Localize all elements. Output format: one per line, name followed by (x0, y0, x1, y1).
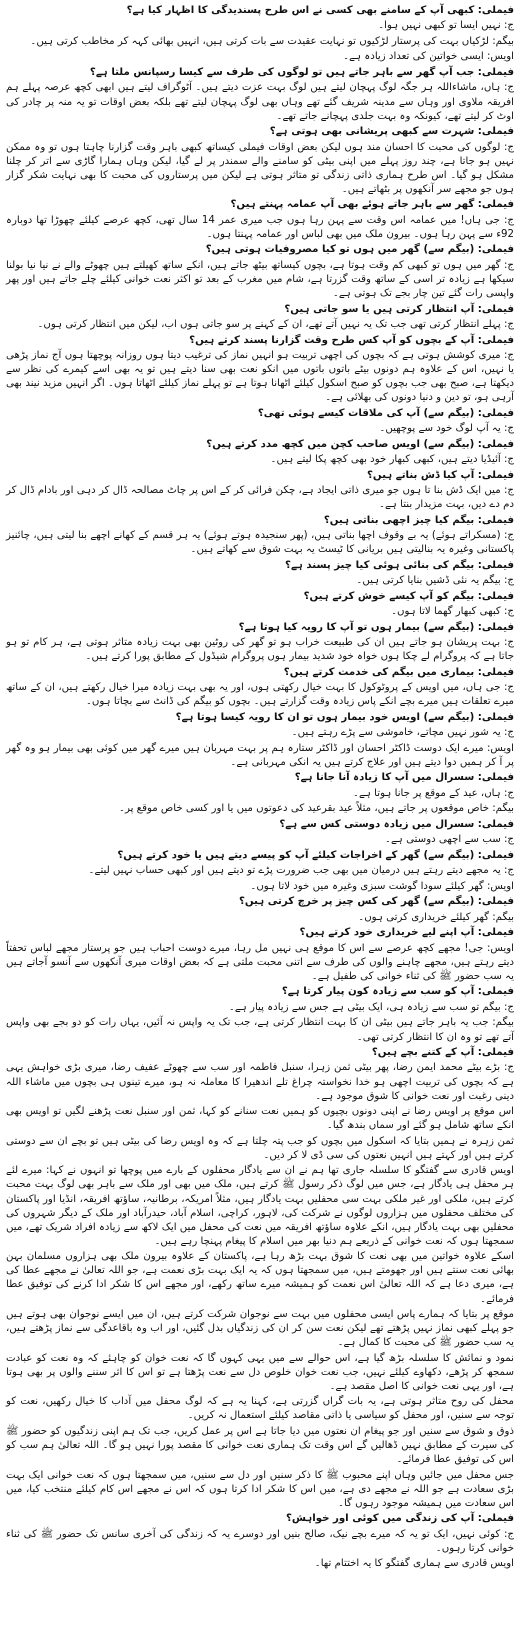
interview-answer: ج: (مسکراتے ہوئے) یہ بے وقوف اچھا بناتی ہیں، (پھر سنجیدہ ہوتے ہوئے) یہ ہر قسم کے کھانے اچھے بنا لیتی ہیں، چائنیز پاکستانی وغیرہ یہ بنالیتی ہیں بریانی کا ٹیسٹ یہ بہت شوق سے کھاتے ہیں۔ (6, 530, 514, 556)
interview-answer: ج: بڑے بیٹے محمد ایمن رضا، پھر بیٹی ثمن زہرا، سنبل فاطمہ اور سب سے چھوٹے عفیف رضا، میری بڑی خواہش یہی ہے کہ بچوں کی تربیت اچھی ہو خدا نخواستہ چراغ تلے اندھیرا کا معاملہ نہ ہو، میرے تینوں ہی بچوں میں ماشاء اللہ دینی رغبت اور نعت خوانی کا شوق موجود ہے۔ (6, 1062, 514, 1102)
interview-question: فیملی: بیگم کو آپ کیسے خوش کرتے ہیں؟ (303, 590, 514, 602)
interview-answer: محفل کی روح متاثر ہوتی ہے، یہ بات گراں گزرتی ہے، کہنا یہ ہے کہ لوگ محفل میں آداب کا خیال رکھیں، نعت کو توجہ سے سنیں، اور محفل کو سیاسی یا ذاتی مقاصد کیلئے استعمال نہ کریں۔ (6, 1396, 514, 1422)
interview-question: فیملی: آپ کے بچوں کو آپ کس طرح وقت گزارنا پسند کرتے ہیں؟ (189, 334, 514, 346)
interview-answer: اویس قادری سے گفتگو کا سلسلہ جاری تھا ہم نے ان سے یادگار محفلوں کے بارے میں پوچھا تو انہوں نے کہا: میرے لئے ہر محفل ہی یادگار ہے، جس میں لوگ ذکر رسول ﷺ کرتے ہیں، ملک میں بھی اور ملک سے باہر بھی لوگ بہت محبت کرتے ہیں، ملکی اور غیر ملکی بہت سی محفلیں بہت یادگار ہیں، مثلاً امریکہ، برطانیہ، ساؤتھ افریقہ، انڈیا اور پاکستان کی مختلف محفلوں میں ہزاروں لوگوں نے شرکت کی، لاہور، کراچی، اسلام آباد، حیدرآباد اور ملک کے دیگر شہروں کی محفلیں بھی بہت یادگار ہیں، انکے علاوہ ساؤتھ افریقہ میں نعت کی محفل میں ایک لاکھ سے زیادہ افراد شریک تھے، میں سمجھتا ہوں کہ نعت خوانی کے ذریعے ہم دنیا بھر میں اسلام کا پیغام پہنچا رہے ہیں۔ (6, 1165, 514, 1247)
interview-answer: بیگم: لڑکیاں بہت کی پرستار لڑکیوں تو نہایت عقیدت سے بات کرتی ہیں، انہیں بھائی کہہ کر مخاطب کرتی ہیں۔ (30, 35, 514, 47)
interview-answer: موقع پر بتایا کہ ہمارے پاس ایسی محفلوں میں بہت سے نوجوان شرکت کرتے ہیں، ان میں ایسے نوجوان بھی ہوتے ہیں جو پہلے کبھی نماز نہیں پڑھتے تھے لیکن نعت سن کر ان کی زندگیاں بدل گئیں، اور اب وہ باقاعدگی سے نماز پڑھتے ہیں، یہ سب حضور ﷺ کی محبت کا کمال ہے۔ (6, 1309, 514, 1349)
interview-answer: ج: ہاں، ماشاءاللہ ہر جگہ لوگ پہچان لیتے ہیں لوگ بہت عزت دیتے ہیں۔ آٹوگراف لیتے ہیں ابھی کچھ عرصہ پہلے ہم افریقہ ملاوی اور وہاں سے مدینہ شریف گئے تھے وہاں بھی لوگ پہچان لیتے تھے بلکہ بعض اوقات تو یہ منہ پر چادر کی اوٹ کر لیتے تھے، کیونکہ وہ بہت جلدی پہچانے جاتے تھے۔ (6, 82, 514, 122)
interview-answer: ج: بیگم یہ نئی ڈشیں بنایا کرتی ہیں۔ (356, 575, 514, 587)
interview-question: فیملی: آپ کی زندگی میں کوئی اور خواہش؟ (285, 1513, 514, 1525)
interview-answer: ج: پہلے انتظار کرتی تھی جب تک یہ نہیں آتے تھے، ان کے کہنے پر سو جاتی ہوں اب، لیکن میں انتظار کرتی ہوں۔ (37, 319, 514, 331)
interview-question: فیملی: (بیگم سے) بیمار ہوں تو آپ کا رویہ کیا ہوتا ہے؟ (238, 621, 514, 633)
interview-question: فیملی: آپ کیا ڈش بناتے ہیں؟ (367, 469, 514, 481)
interview-answer: ج: میں ایک ڈش بنا تا ہوں جو میری ذاتی ایجاد ہے، چکن فرائی کر کے اس پر چاٹ مصالحہ ڈال کر دہی اور بادام ڈال کر دم دے دیں، بہت مزیدار بنتا ہے۔ (6, 485, 514, 511)
interview-question: فیملی: آپ کے کتنے بچے ہیں؟ (371, 1047, 514, 1058)
interview-answer: ج: آئیڈیا دیتے ہیں، کبھی کبھار خود بھی کچھ پکا لیتے ہیں۔ (270, 454, 514, 466)
interview-answer: نمود و نمائش کا سلسلہ بڑھ گیا ہے، اس حوالے سے میں یہی کہوں گا کہ نعت خوان کو چاہئے کہ وہ نعت کو عبادت سمجھ کر پڑھے، دکھاوے کیلئے نہیں، جب نعت خوان خلوص دل سے نعت پڑھتا ہے تو اس کا اثر سننے والوں پر بھی ہوتا ہے، اور یہی نعت خوانی کا اصل مقصد ہے۔ (6, 1352, 514, 1392)
interview-answer: اویس: ایسی خواتین کی تعداد زیادہ ہے۔ (343, 51, 514, 63)
interview-question: فیملی: سسرال میں زیادہ دوستی کس سے ہے؟ (279, 818, 514, 830)
interview-answer: اس موقع پر اویس رضا نے اپنی دونوں بچیوں کو ہمیں نعت سنانے کو کہا، ثمن اور سنبل نعت پڑھنے لگیں تو اویس بھی انکے ساتھ شامل ہو گئے اور سماں بندھ گیا۔ (6, 1106, 514, 1132)
interview-answer: ج: لوگوں کی محبت کا احسان مند ہوں لیکن بعض اوقات فیملی کیساتھ کبھی باہر وقت گزارنا چاہتا ہوں تو وہ ممکن نہیں ہو جاتا ہے، چند روز پہلے میں اپنی بیٹی کو سامنے والے سمندر پر لے گیا، لیکن وہاں ہمارا گاڑی سے اتر کر چلنا مشکل ہو گیا۔ اس طرح ہماری ذاتی زندگی تو متاثر ہوتی ہے لیکن میں پرستاروں کی محبت کا بھی نہایت شکر گزار ہوں جو مجھے سر آنکھوں پر بٹھاتے ہیں۔ (6, 141, 514, 195)
interview-answer: ج: یہ شور نہیں مچاتے، خاموشی سے پڑے رہتے ہیں۔ (291, 727, 514, 739)
interview-question: فیملی: (بیگم سے) گھر میں ہوں تو کیا مصروفیات ہوتی ہیں؟ (205, 244, 514, 256)
interview-answer: بیگم: خاص موقعوں پر جاتے ہیں، مثلاً عید بقرعید کی دعوتوں میں یا اور کسی خاص موقع پر۔ (118, 803, 514, 815)
interview-answer: ج: سب سے اچھی دوستی ہے۔ (384, 834, 514, 846)
interview-answer: اویس: گھر کیلئے سودا گوشت سبزی وغیرہ میں خود لاتا ہوں۔ (250, 880, 514, 892)
interview-answer: ج: میری کوشش ہوتی ہے کہ بچوں کی اچھی تربیت ہو انہیں نماز کی ترغیب دیتا ہوں روزانہ پوچھتا ہوں آج نماز پڑھی یا نہیں، اس کے علاوہ ہم دونوں بیٹے باتوں باتوں میں انکو نعت بھی سنا دیتے ہیں تو یہ بھی اسے کیمرے کی نظر سے دیکھتا ہے، صبح بھی جب بچوں کو صبح اسکول کیلئے اٹھانا ہوتا ہے تو پہلے نماز کیلئے اٹھاتا ہوں۔ اگر انہیں مزید نیند بھی آرہی ہو، تو دین و دنیا دونوں کی بھلائی ہے۔ (6, 350, 514, 404)
interview-answer: بیگم: گھر کیلئے خریداری کرتی ہوں۔ (358, 911, 514, 923)
interview-answer: اویس: میرے ایک دوست ڈاکٹر احسان اور ڈاکٹر ستارہ ہم پر بہت مہربان ہیں میرے گھر میں کوئی بھی بیمار ہو وہ گھر پر آ کر ہمیں دوا دیتے ہیں اور علاج کرتے ہیں یہ انکی مہربانی ہے۔ (6, 742, 514, 768)
interview-question: فیملی: شہرت سے کبھی پریشانی بھی ہوتی ہے؟ (269, 126, 514, 138)
interview-answer: اویس: جی! مجھے کچھ عرصے سے اس کا موقع ہی نہیں مل رہا، میرے دوست احباب ہیں جو پرستار مجھے لباس تحفتاً دیتے رہتے ہیں، مجھے چاہنے والوں کی طرف سے اتنی محبت ملتی ہے کہ بعض اوقات میری آنکھوں سے آنسو آجاتے ہیں یہ سب حضور ﷺ کی ثناء خوانی کی طفیل ہے۔ (6, 942, 514, 982)
interview-answer: جس محفل میں جائیں وہاں اپنے محبوب ﷺ کا ذکر سنیں اور دل سے سنیں، میں سمجھتا ہوں کہ نعت خوانی ایک بہت بڑی سعادت ہے جو اللہ نے مجھے دی ہے، میں اس کا شکر ادا کرتا ہوں کہ اس نے مجھے اس کام کیلئے منتخب کیا، میں اس سعادت میں ہمیشہ موجود رہوں گا۔ (6, 1469, 514, 1509)
interview-answer: ج: بہت پریشان ہو جاتے ہیں ان کی طبیعت خراب ہو تو گھر کی روٹین بھی بہت زیادہ متاثر ہوتی ہے، ہر کام تو ہو جاتا ہے کہ پروگرام لے چکا ہوں خواہ خود شدید بیمار ہوں پروگرام شیڈول کے مطابق پورا کرتے ہیں۔ (6, 637, 514, 663)
interview-answer: ج: یہ مجھے دیتے رہتے ہیں درمیان میں بھی جب ضرورت پڑے تو دیتے ہیں اور کبھی حساب نہیں لیتے۔ (88, 865, 514, 877)
interview-answer: ج: کبھی کبھار گھما لاتا ہوں۔ (391, 606, 514, 618)
interview-question: فیملی: (بیگم سے) اویس خود بیمار ہوں تو ان کا رویہ کیسا ہوتا ہے؟ (175, 711, 514, 723)
interview-question: فیملی: (بیگم سے) گھر کی کس چیز پر خرچ کرتی ہیں؟ (238, 896, 514, 908)
interview-question: فیملی: گھر سے باہر جاتے ہوئے بھی آپ عمامہ پہنتے ہیں؟ (230, 199, 514, 211)
interview-question: فیملی: کبھی آپ کے سامنے بھی کسی نے اس طرح پسندیدگی کا اظہار کیا ہے؟ (126, 5, 514, 16)
interview-question: فیملی: بیماری میں بیگم کی خدمت کرتے ہیں؟ (283, 666, 514, 678)
interview-answer: ج: جی ہاں، میں اویس کے پروٹوکول کا بہت خیال رکھتی ہوں، اور یہ بھی بہت زیادہ میرا خیال رکھتے ہیں، ان کے ساتھ میرے تعلقات ہیں میرے بچے انکے پاس زیادہ وقت گزارتے ہیں۔ بچوں کو بیگم کی ڈانٹ سے بچاتا ہوں۔ (6, 682, 514, 708)
interview-answer: ذوق و شوق سے سنیں اور جو پیغام ان نعتوں میں دیا جاتا ہے اس پر عمل کریں، جب تک ہم اپنی زندگیوں کو حضور ﷺ کی سیرت کے مطابق نہیں ڈھالیں گے اس وقت تک ہماری نعت خوانی کا مقصد پورا نہیں ہو گا۔ اللہ تعالیٰ ہم سب کو اس کی توفیق عطا فرمائے۔ (6, 1425, 514, 1466)
interview-question: فیملی: آپ کو سب سے زیادہ کون پیار کرتا ہے؟ (281, 986, 514, 998)
interview-answer: ثمن زہرہ نے ہمیں بتایا کہ اسکول میں بچوں کو جب پتہ چلتا ہے کہ وہ اویس رضا کی بیٹی ہیں تو بچے ان سے دوستی کرتے ہیں اور کہتے ہیں انہیں نعتوں کی سی ڈی لا کر دیں۔ (6, 1135, 514, 1161)
interview-answer: بیگم: جب یہ باہر جاتے ہیں بیٹی ان کا بہت انتظار کرتی ہے، جب تک یہ واپس نہ آئیں، یہاں رات کو دو بجے بھی واپس آتے تھے تو وہ ان کا انتظار کرتی تھی۔ (6, 1017, 514, 1043)
interview-question: فیملی: (بیگم سے) آپ کی ملاقات کیسے ہوئی تھی؟ (257, 407, 514, 419)
interview-answer: ج: یہ آپ لوگ خود سے پوچھیں۔ (379, 423, 514, 435)
interview-answer: ج: نہیں ایسا تو کبھی نہیں ہوا۔ (378, 20, 514, 32)
interview-question: فیملی: سسرال میں آپ کا زیادہ آنا جانا ہے؟ (294, 772, 514, 784)
interview-question: فیملی: آپ اپنے لیے خریداری خود کرتے ہیں؟ (299, 927, 514, 939)
interview-article (6, 4, 514, 1571)
interview-answer: اسکے علاوہ خواتین میں بھی نعت کا شوق بہت بڑھ رہا ہے، پاکستان کے علاوہ بیرون ملک بھی ہزاروں مسلمان بہن بھائی نعت سنتے ہیں اور جھومتے ہیں، میں سمجھتا ہوں کہ یہ ایک بہت بڑی نعمت ہے، جو اللہ تعالیٰ نے مجھے عطا کی ہے، میری دعا ہے کہ اللہ تعالیٰ اس نعمت کو ہمیشہ میرے ساتھ رکھے، اور مجھے اس کا شکر ادا کرنے کی توفیق عطا فرمائے۔ (6, 1251, 514, 1305)
interview-answer: اویس قادری سے ہماری گفتگو کا یہ اختتام تھا۔ (314, 1558, 514, 1570)
interview-answer: ج: جی ہاں! میں عمامہ اس وقت سے پہن رہا ہوں جب میری عمر 14 سال تھی، کچھ عرصے کیلئے چھوڑا تھا دوبارہ 92ء سے پہن رہا ہوں۔ بیرون ملک میں بھی لباس اور عمامہ پہنتا ہوں۔ (6, 214, 514, 240)
interview-question: فیملی: جب آپ گھر سے باہر جاتے ہیں تو لوگوں کی طرف سے کیسا رسپانس ملتا ہے؟ (89, 66, 514, 78)
interview-question: فیملی: (بیگم سے) اویس صاحب کچن میں کچھ مدد کرتے ہیں؟ (206, 438, 514, 450)
interview-question: فیملی: (بیگم سے) گھر کے اخراجات کیلئے آپ کو پیسے دیتے ہیں یا خود کرتے ہیں؟ (117, 849, 514, 861)
interview-question: فیملی: بیگم کیا چیز اچھی بناتی ہیں؟ (323, 514, 514, 526)
interview-answer: ج: ہاں، عید کے موقع پر جانا ہوتا ہے۔ (353, 787, 514, 799)
interview-answer: ج: بیگم تو سب سے زیادہ ہی، ایک بیٹی ہے جس سے زیادہ پیار ہے۔ (228, 1001, 514, 1013)
interview-answer: ج: گھر میں ہوں تو کبھی کم وقت ہوتا ہے، بچوں کیساتھ بیٹھ جاتے ہیں، انکے ساتھ کھیلتے ہیں چھوٹے والے نے نیا نیا بولنا سیکھا ہے زیادہ تر اسی کے ساتھ وقت گزرتا ہے، شام میں مغرب کے بعد تو اکثر نعت خوانی کیلئے چلے جاتے ہیں اور پھر واپسی رات گئے تین چار بجے تک ہوتی ہے۔ (6, 259, 514, 300)
interview-question: فیملی: آپ انتظار کرتی ہیں یا سو جاتی ہیں؟ (284, 303, 514, 315)
interview-question: فیملی: بیگم کی بنائی ہوئی کیا چیز پسند ہے؟ (285, 559, 514, 571)
interview-answer: ج: کوئی نہیں، ایک تو یہ کہ میرے بچے نیک، صالح بنیں اور دوسرے یہ کہ زندگی کی آخری سانس تک حضور ﷺ کی ثناء خوانی کرتا رہوں۔ (6, 1528, 514, 1554)
